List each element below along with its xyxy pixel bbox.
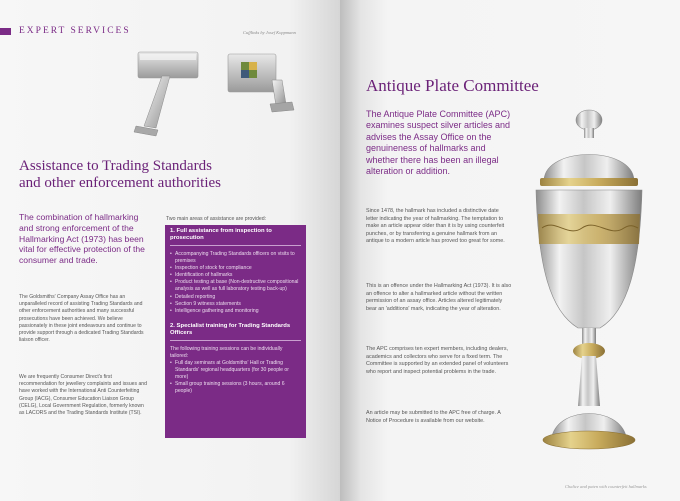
right-page-title: Antique Plate Committee [366,76,539,95]
left-paragraph-1: The Goldsmiths' Company Assay Office has an unparalleled record of assisting Trading Standards and other enforcement authorities and many successful prosecutions have been achieved. We believe passionately in these joint endeavours and continue to provide support through a dedicated Trading Standards liaison officer. [19,294,144,344]
right-paragraph-2: This is an offence under the Hallmarking Act (1973). It is also an offence to alter a hallmarked article without the written permission of an assay office. Articles altered legitimately bear an 'additions' mark, indicating the year of alteration. [366,283,512,312]
right-paragraph-1: Since 1478, the hallmark has included a distinctive date letter indicating the year of hallmarking. The temptation to make an article appear older than it is by using counterfeit punches, or by transferring a genuine hallmark from an antique to a modern article has proved too great for some. [366,208,505,245]
left-page-title [19,158,319,192]
left-title-line2: and other enforcement authorities [19,175,222,191]
box-heading-1: 1. Full assistance from inspection to prosecution [170,228,301,246]
left-title-line1: Assistance to Trading Standards [19,158,212,174]
left-intro: The combination of hallmarking and strong enforcement of the Hallmarking Act (1973) has been vital for effective protection of the consumer and trade. [19,212,145,266]
inspection-list [170,251,301,315]
cufflinks-image [110,40,315,145]
list-item: • Small group training sessions (3 hours, around 6 people) [170,381,301,395]
list-item: • Inspection of stock for compliance [170,265,301,272]
list-item: • Section 9 witness statements [170,301,301,308]
chalice-image [500,106,678,474]
assistance-box [165,225,306,438]
right-paragraph-4: An article may be submitted to the APC free of charge. A Notice of Procedure is available from our website. [366,410,501,424]
list-item: • Identification of hallmarks [170,272,301,279]
assistance-intro: Two main areas of assistance are provided: [166,216,267,222]
section-label: EXPERT SERVICES [19,26,131,36]
list-item: • Product testing at base (Non-destructive compositional analysis as well as full laboratory testing back-up) [170,279,301,293]
list-item: • Full day seminars at Goldsmiths' Hall or Trading Standards' regional headquarters (for 30 people or more) [170,360,301,381]
training-text: The following training sessions can be individually tailored: [170,345,283,359]
training-list [170,360,301,395]
chalice-caption: Chalice and paten with counterfeit hallmarks [565,484,647,489]
left-paragraph-2: We are frequently Consumer Direct's first recommendation for jewellery complaints and issues and have worked with the International Anti Counterfeiting Group (IACG), Consumer Education Liaison Group (CELG), Local Government Regulation, formerly known as LACORS and the Trading Standards Institute (TSI). [19,374,147,417]
list-item: • Detailed reporting [170,294,301,301]
box-heading-2: 2. Specialist training for Trading Standards Officers [170,323,301,341]
right-intro: The Antique Plate Committee (APC) examines suspect silver articles and advises the Assay Office on the genuineness of hallmarks and whether there has been an illegal alteration or addition. [366,109,511,177]
list-item: • Accompanying Trading Standards officers on visits to premises [170,251,301,265]
section-marker [0,28,11,35]
cufflinks-caption: Cufflinks by Josef Koppmann [243,30,296,35]
right-paragraph-3: The APC comprises ten expert members, including dealers, academics and collectors who serve for a fixed term. The Committee is supported by an extended panel of volunteers who report and inspect potential problems in the trade. [366,346,509,375]
list-item: • Intelligence gathering and monitoring [170,308,301,315]
